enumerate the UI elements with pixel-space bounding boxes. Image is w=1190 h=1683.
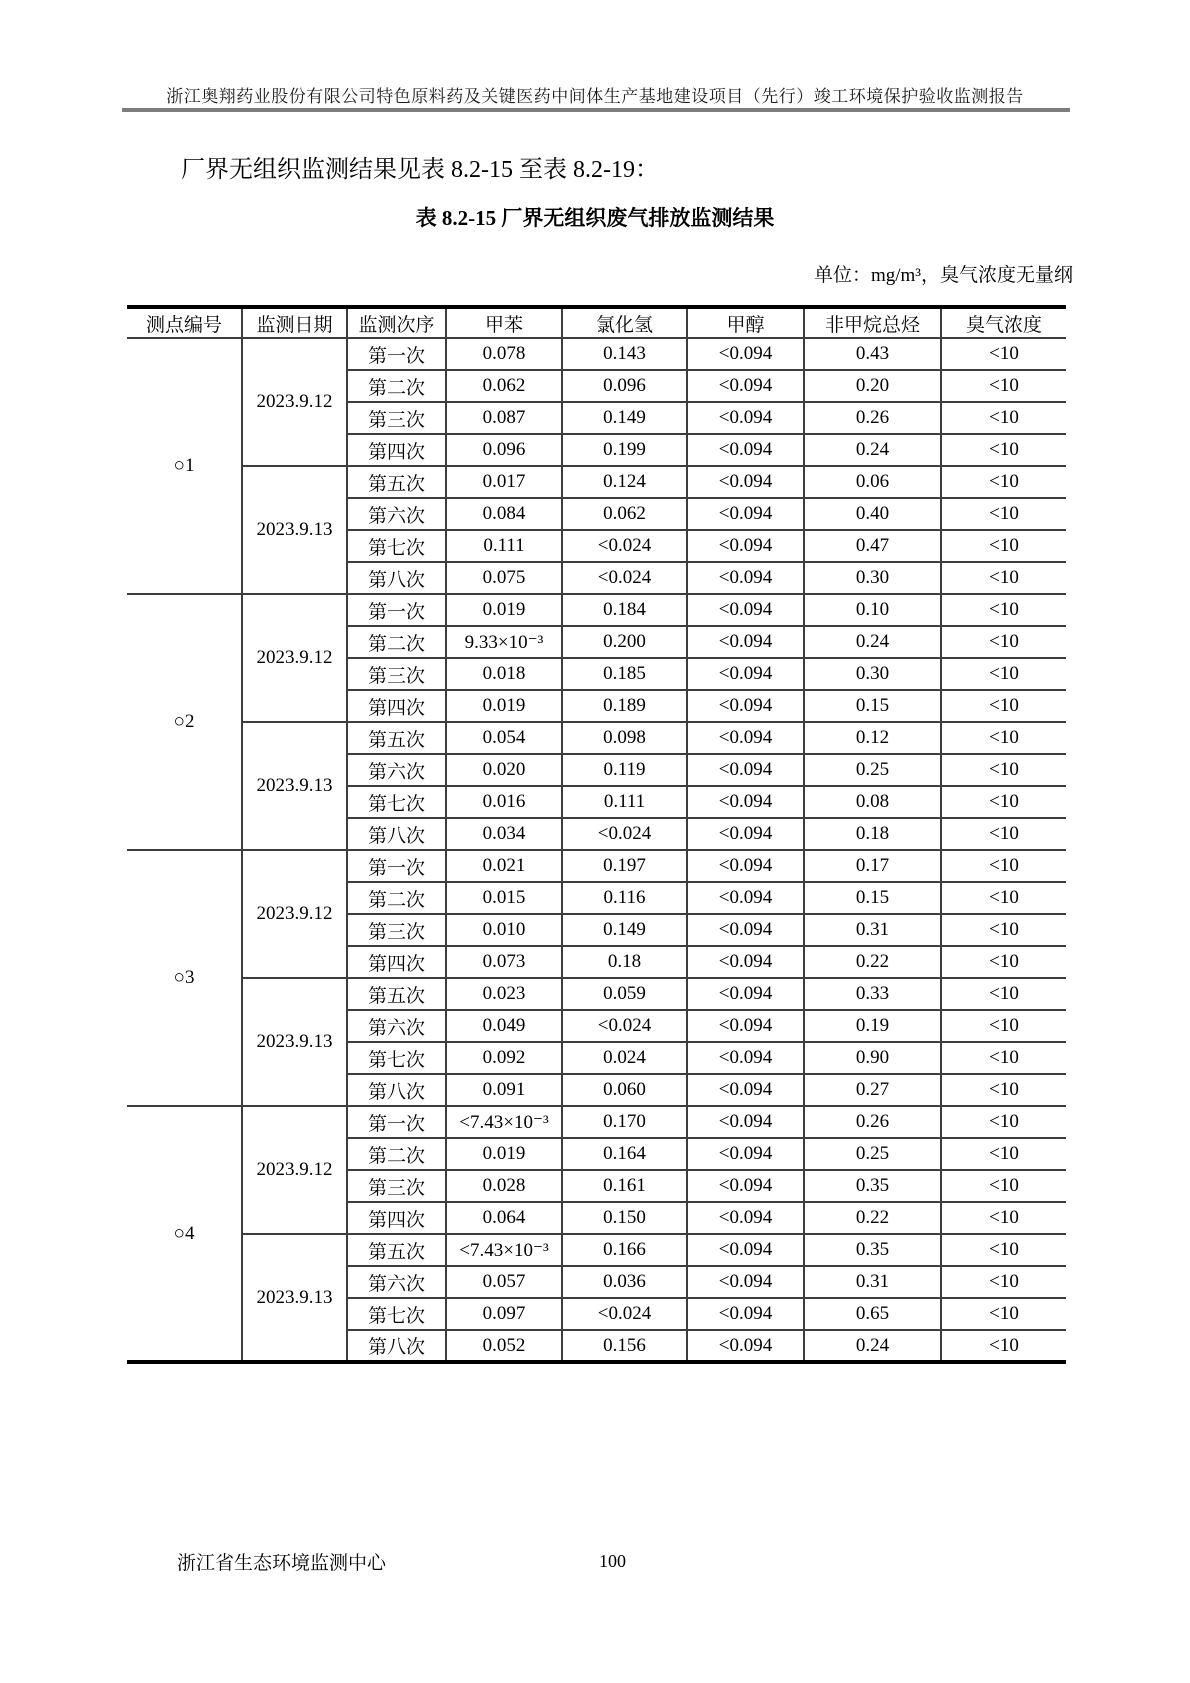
table-title: 表 8.2-15 厂界无组织废气排放监测结果: [415, 206, 775, 230]
value-cell: 0.096: [562, 370, 687, 402]
value-cell: <0.094: [687, 1138, 804, 1170]
table-row: [127, 1234, 1066, 1266]
value-cell: 0.10: [804, 594, 941, 626]
value-cell: <10: [941, 562, 1066, 594]
document-header-title: 浙江奥翔药业股份有限公司特色原料药及关键医药中间体生产基地建设项目（先行）竣工环境保护验收监测报告: [166, 87, 1024, 106]
seq-cell: 第七次: [347, 530, 446, 562]
value-cell: <10: [941, 530, 1066, 562]
value-cell: 0.26: [804, 1106, 941, 1138]
monitoring-table: [127, 305, 1066, 1364]
value-cell: <0.094: [687, 1170, 804, 1202]
value-cell: 0.40: [804, 498, 941, 530]
seq-cell: 第一次: [347, 594, 446, 626]
seq-cell: 第二次: [347, 882, 446, 914]
seq-cell: 第四次: [347, 690, 446, 722]
seq-cell: 第八次: [347, 818, 446, 850]
value-cell: 0.24: [804, 434, 941, 466]
value-cell: <10: [941, 946, 1066, 978]
value-cell: 0.149: [562, 402, 687, 434]
value-cell: 0.111: [562, 786, 687, 818]
value-cell: 0.200: [562, 626, 687, 658]
value-cell: 0.078: [446, 338, 562, 370]
seq-cell: 第二次: [347, 1138, 446, 1170]
value-cell: 0.166: [562, 1234, 687, 1266]
value-cell: <0.094: [687, 882, 804, 914]
value-cell: 0.30: [804, 658, 941, 690]
value-cell: <0.094: [687, 1234, 804, 1266]
value-cell: <10: [941, 466, 1066, 498]
table-row: [127, 850, 1066, 882]
value-cell: 0.143: [562, 338, 687, 370]
value-cell: <0.094: [687, 1330, 804, 1362]
value-cell: <0.094: [687, 690, 804, 722]
value-cell: 0.197: [562, 850, 687, 882]
date-cell: 2023.9.13: [242, 1234, 347, 1362]
value-cell: 0.26: [804, 402, 941, 434]
value-cell: <0.024: [562, 530, 687, 562]
column-header: 甲醇: [687, 307, 804, 338]
value-cell: <0.094: [687, 1106, 804, 1138]
seq-cell: 第四次: [347, 434, 446, 466]
value-cell: <0.094: [687, 946, 804, 978]
value-cell: <10: [941, 978, 1066, 1010]
value-cell: 0.150: [562, 1202, 687, 1234]
seq-cell: 第七次: [347, 1042, 446, 1074]
point-cell: ○2: [127, 594, 242, 850]
table-row: [127, 978, 1066, 1010]
value-cell: 0.149: [562, 914, 687, 946]
value-cell: <0.024: [562, 818, 687, 850]
value-cell: 0.27: [804, 1074, 941, 1106]
value-cell: 0.17: [804, 850, 941, 882]
seq-cell: 第四次: [347, 1202, 446, 1234]
value-cell: 0.22: [804, 946, 941, 978]
value-cell: 0.010: [446, 914, 562, 946]
date-cell: 2023.9.13: [242, 722, 347, 850]
seq-cell: 第四次: [347, 946, 446, 978]
value-cell: <10: [941, 1106, 1066, 1138]
seq-cell: 第三次: [347, 1170, 446, 1202]
seq-cell: 第七次: [347, 786, 446, 818]
value-cell: 0.062: [562, 498, 687, 530]
value-cell: 0.35: [804, 1170, 941, 1202]
header-divider: [122, 108, 1070, 112]
value-cell: 0.020: [446, 754, 562, 786]
value-cell: <10: [941, 882, 1066, 914]
seq-cell: 第一次: [347, 338, 446, 370]
value-cell: 9.33×10⁻³: [446, 626, 562, 658]
table-row: [127, 722, 1066, 754]
value-cell: 0.096: [446, 434, 562, 466]
value-cell: 0.036: [562, 1266, 687, 1298]
value-cell: 0.049: [446, 1010, 562, 1042]
value-cell: 0.091: [446, 1074, 562, 1106]
value-cell: <0.094: [687, 530, 804, 562]
value-cell: 0.33: [804, 978, 941, 1010]
value-cell: 0.90: [804, 1042, 941, 1074]
date-cell: 2023.9.13: [242, 466, 347, 594]
value-cell: 0.016: [446, 786, 562, 818]
value-cell: <10: [941, 1170, 1066, 1202]
value-cell: <10: [941, 722, 1066, 754]
value-cell: <7.43×10⁻³: [446, 1234, 562, 1266]
table-body: [127, 338, 1066, 1362]
value-cell: <0.024: [562, 1010, 687, 1042]
value-cell: <10: [941, 1330, 1066, 1362]
value-cell: 0.084: [446, 498, 562, 530]
value-cell: 0.25: [804, 1138, 941, 1170]
value-cell: 0.075: [446, 562, 562, 594]
intro-heading: 厂界无组织监测结果见表 8.2-15 至表 8.2-19：: [181, 157, 659, 183]
value-cell: <10: [941, 594, 1066, 626]
value-cell: 0.25: [804, 754, 941, 786]
value-cell: 0.12: [804, 722, 941, 754]
column-header: 监测日期: [242, 307, 347, 338]
seq-cell: 第七次: [347, 1298, 446, 1330]
value-cell: <10: [941, 1266, 1066, 1298]
value-cell: 0.15: [804, 882, 941, 914]
value-cell: <0.094: [687, 370, 804, 402]
value-cell: <10: [941, 1010, 1066, 1042]
value-cell: <0.094: [687, 434, 804, 466]
value-cell: <10: [941, 1298, 1066, 1330]
value-cell: 0.19: [804, 1010, 941, 1042]
value-cell: <0.094: [687, 914, 804, 946]
value-cell: <0.024: [562, 562, 687, 594]
seq-cell: 第五次: [347, 1234, 446, 1266]
value-cell: <0.094: [687, 818, 804, 850]
value-cell: 0.185: [562, 658, 687, 690]
seq-cell: 第六次: [347, 498, 446, 530]
seq-cell: 第三次: [347, 658, 446, 690]
value-cell: <0.094: [687, 1074, 804, 1106]
value-cell: <0.094: [687, 402, 804, 434]
column-header: 氯化氢: [562, 307, 687, 338]
value-cell: <10: [941, 1234, 1066, 1266]
value-cell: 0.060: [562, 1074, 687, 1106]
value-cell: <0.094: [687, 786, 804, 818]
seq-cell: 第六次: [347, 1266, 446, 1298]
value-cell: 0.08: [804, 786, 941, 818]
value-cell: 0.098: [562, 722, 687, 754]
value-cell: 0.018: [446, 658, 562, 690]
value-cell: 0.097: [446, 1298, 562, 1330]
seq-cell: 第五次: [347, 722, 446, 754]
value-cell: <0.094: [687, 1202, 804, 1234]
value-cell: 0.116: [562, 882, 687, 914]
value-cell: <10: [941, 914, 1066, 946]
value-cell: <0.094: [687, 722, 804, 754]
seq-cell: 第六次: [347, 754, 446, 786]
value-cell: 0.024: [562, 1042, 687, 1074]
value-cell: 0.15: [804, 690, 941, 722]
value-cell: 0.24: [804, 1330, 941, 1362]
seq-cell: 第八次: [347, 1074, 446, 1106]
seq-cell: 第六次: [347, 1010, 446, 1042]
value-cell: <10: [941, 818, 1066, 850]
value-cell: 0.052: [446, 1330, 562, 1362]
value-cell: 0.092: [446, 1042, 562, 1074]
seq-cell: 第一次: [347, 850, 446, 882]
value-cell: 0.073: [446, 946, 562, 978]
value-cell: 0.059: [562, 978, 687, 1010]
page-number: 100: [599, 1551, 626, 1571]
value-cell: <0.094: [687, 1042, 804, 1074]
column-header: 甲苯: [446, 307, 562, 338]
value-cell: <10: [941, 690, 1066, 722]
value-cell: 0.31: [804, 914, 941, 946]
value-cell: <10: [941, 370, 1066, 402]
date-cell: 2023.9.12: [242, 1106, 347, 1234]
value-cell: <10: [941, 626, 1066, 658]
value-cell: 0.31: [804, 1266, 941, 1298]
value-cell: <0.094: [687, 850, 804, 882]
value-cell: 0.30: [804, 562, 941, 594]
value-cell: <0.094: [687, 754, 804, 786]
value-cell: <0.094: [687, 1010, 804, 1042]
seq-cell: 第三次: [347, 402, 446, 434]
value-cell: 0.65: [804, 1298, 941, 1330]
value-cell: 0.20: [804, 370, 941, 402]
value-cell: 0.034: [446, 818, 562, 850]
value-cell: <0.094: [687, 1298, 804, 1330]
value-cell: <10: [941, 402, 1066, 434]
value-cell: <0.094: [687, 978, 804, 1010]
seq-cell: 第二次: [347, 370, 446, 402]
value-cell: 0.057: [446, 1266, 562, 1298]
value-cell: 0.023: [446, 978, 562, 1010]
column-header: 测点编号: [127, 307, 242, 338]
value-cell: 0.019: [446, 594, 562, 626]
value-cell: 0.199: [562, 434, 687, 466]
value-cell: <10: [941, 786, 1066, 818]
value-cell: 0.43: [804, 338, 941, 370]
header-row: [127, 307, 1066, 338]
value-cell: 0.019: [446, 1138, 562, 1170]
value-cell: 0.184: [562, 594, 687, 626]
value-cell: 0.119: [562, 754, 687, 786]
table-header: [127, 307, 1066, 338]
seq-cell: 第五次: [347, 466, 446, 498]
value-cell: 0.161: [562, 1170, 687, 1202]
value-cell: <0.094: [687, 466, 804, 498]
unit-note: 单位：mg/m³，臭气浓度无量纲: [813, 265, 1073, 286]
value-cell: <10: [941, 338, 1066, 370]
value-cell: 0.111: [446, 530, 562, 562]
value-cell: 0.017: [446, 466, 562, 498]
value-cell: 0.019: [446, 690, 562, 722]
value-cell: 0.124: [562, 466, 687, 498]
value-cell: 0.18: [562, 946, 687, 978]
value-cell: 0.170: [562, 1106, 687, 1138]
table-row: [127, 466, 1066, 498]
point-cell: ○3: [127, 850, 242, 1106]
value-cell: <10: [941, 754, 1066, 786]
point-cell: ○4: [127, 1106, 242, 1362]
value-cell: <0.094: [687, 626, 804, 658]
value-cell: <0.094: [687, 658, 804, 690]
value-cell: 0.35: [804, 1234, 941, 1266]
value-cell: 0.18: [804, 818, 941, 850]
column-header: 非甲烷总烃: [804, 307, 941, 338]
value-cell: <0.094: [687, 498, 804, 530]
table-row: [127, 594, 1066, 626]
seq-cell: 第三次: [347, 914, 446, 946]
value-cell: 0.087: [446, 402, 562, 434]
seq-cell: 第五次: [347, 978, 446, 1010]
value-cell: 0.015: [446, 882, 562, 914]
value-cell: <0.024: [562, 1298, 687, 1330]
seq-cell: 第二次: [347, 626, 446, 658]
value-cell: <10: [941, 498, 1066, 530]
value-cell: 0.24: [804, 626, 941, 658]
footer-organization: 浙江省生态环境监测中心: [177, 1553, 387, 1574]
seq-cell: 第八次: [347, 1330, 446, 1362]
table-row: [127, 338, 1066, 370]
seq-cell: 第八次: [347, 562, 446, 594]
value-cell: 0.028: [446, 1170, 562, 1202]
value-cell: 0.064: [446, 1202, 562, 1234]
table-row: [127, 1106, 1066, 1138]
value-cell: <0.094: [687, 562, 804, 594]
value-cell: <10: [941, 1138, 1066, 1170]
seq-cell: 第一次: [347, 1106, 446, 1138]
value-cell: <10: [941, 434, 1066, 466]
value-cell: 0.021: [446, 850, 562, 882]
value-cell: <0.094: [687, 594, 804, 626]
value-cell: <7.43×10⁻³: [446, 1106, 562, 1138]
column-header: 臭气浓度: [941, 307, 1066, 338]
value-cell: <0.094: [687, 338, 804, 370]
column-header: 监测次序: [347, 307, 446, 338]
value-cell: <10: [941, 850, 1066, 882]
date-cell: 2023.9.12: [242, 338, 347, 466]
value-cell: 0.164: [562, 1138, 687, 1170]
value-cell: 0.22: [804, 1202, 941, 1234]
date-cell: 2023.9.12: [242, 850, 347, 978]
value-cell: 0.189: [562, 690, 687, 722]
point-cell: ○1: [127, 338, 242, 594]
value-cell: 0.054: [446, 722, 562, 754]
value-cell: 0.062: [446, 370, 562, 402]
date-cell: 2023.9.12: [242, 594, 347, 722]
value-cell: 0.06: [804, 466, 941, 498]
value-cell: <0.094: [687, 1266, 804, 1298]
value-cell: <10: [941, 1074, 1066, 1106]
value-cell: <10: [941, 1042, 1066, 1074]
value-cell: 0.47: [804, 530, 941, 562]
value-cell: <10: [941, 658, 1066, 690]
value-cell: 0.156: [562, 1330, 687, 1362]
date-cell: 2023.9.13: [242, 978, 347, 1106]
value-cell: <10: [941, 1202, 1066, 1234]
